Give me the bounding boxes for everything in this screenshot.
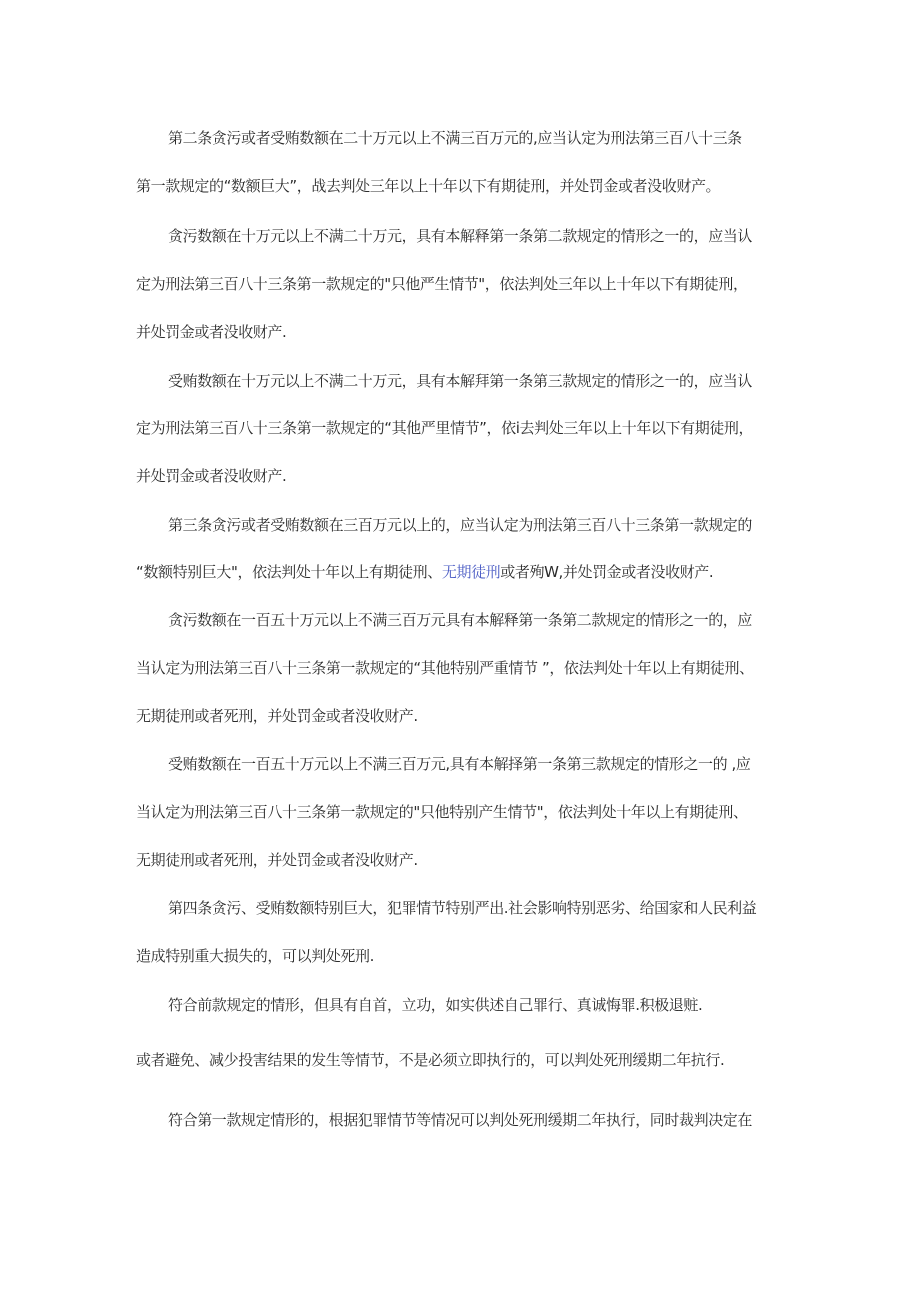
paragraph-line: 第四条贪污、受贿数额特别巨大，犯罪情节特别严出.社会影响特别恶劣、给国家和人民利益: [168, 899, 757, 917]
paragraph-line: 并处罚金或者没收财产.: [136, 323, 287, 341]
paragraph-line: 无期徒刑或者死刑，并处罚金或者没收财产.: [136, 851, 418, 869]
paragraph-line: 造成特别重大损失的，可以判处死刑.: [136, 947, 374, 965]
paragraph-line: 第一款规定的“数额巨大”，战去判处三年以上十年以下有期徒刑，并处罚金或者没收财产。: [136, 177, 721, 195]
paragraph-line: 定为刑法第三百八十三条第一款规定的"只他严生情节"，依法判处三年以上十年以下有期徒刑，: [136, 275, 748, 293]
paragraph-line: 定为刑法第三百八十三条第一款规定的“其他严里情节”，依i去判处三年以上十年以下有期徒刑，: [136, 419, 754, 437]
paragraph-line: 当认定为刑法第三百八十三条第一款规定的“其他特别严重情节 ”，依法判处十年以上有期徒刑、: [136, 659, 754, 677]
paragraph-line: 并处罚金或者没收财产.: [136, 467, 287, 485]
paragraph-line: 受贿数额在一百五十万元以上不满三百万元,具有本解择第一条第三款规定的情形之一的 ,应: [168, 755, 751, 773]
inline-link[interactable]: 无期徒刑: [441, 563, 501, 581]
paragraph-line: 符合第一款规定情形的，根据犯罪情节等情况可以判处死刑缓期二年执行，同时裁判决定在: [168, 1111, 753, 1129]
paragraph-line: 贪污数额在十万元以上不满二十万元，具有本解释第一条第二款规定的情形之一的，应当认: [168, 227, 753, 245]
paragraph-line-with-link: [136, 562, 713, 582]
text-before-link: “数额特别巨大"，依法判处十年以上有期徒刑、: [136, 563, 442, 581]
paragraph-line: 或者避免、减少投害结果的发生等情节，不是必须立即执行的，可以判处死刑缓期二年抗行.: [136, 1051, 725, 1069]
paragraph-line: 无期徒刑或者死刑，并处罚金或者没收财产.: [136, 707, 418, 725]
paragraph-line: 符合前款规定的情形，但具有自首，立功，如实供述自己罪行、真诚悔罪.积极退赃.: [168, 996, 703, 1014]
paragraph-line: 第二条贪污或者受贿数额在二十万元以上不满三百万元的,应当认定为刑法第三百八十三条: [168, 129, 742, 147]
paragraph-line: 贪污数额在一百五十万元以上不满三百万元具有本解释第一条第二款规定的情形之一的，应: [168, 611, 753, 629]
paragraph-line: 受贿数额在十万元以上不满二十万元，具有本解拜第一条第三款规定的情形之一的，应当认: [168, 372, 753, 390]
text-after-link: 或者殉W,并处罚金或者没收财产.: [500, 563, 714, 581]
paragraph-line: 当认定为刑法第三百八十三条第一款规定的"只他特别产生情节"，依法判处十年以上有期徒刑、: [136, 803, 748, 821]
paragraph-line: 第三条贪污或者受贿数额在三百万元以上的，应当认定为刑法第三百八十三条第一款规定的: [168, 516, 753, 534]
